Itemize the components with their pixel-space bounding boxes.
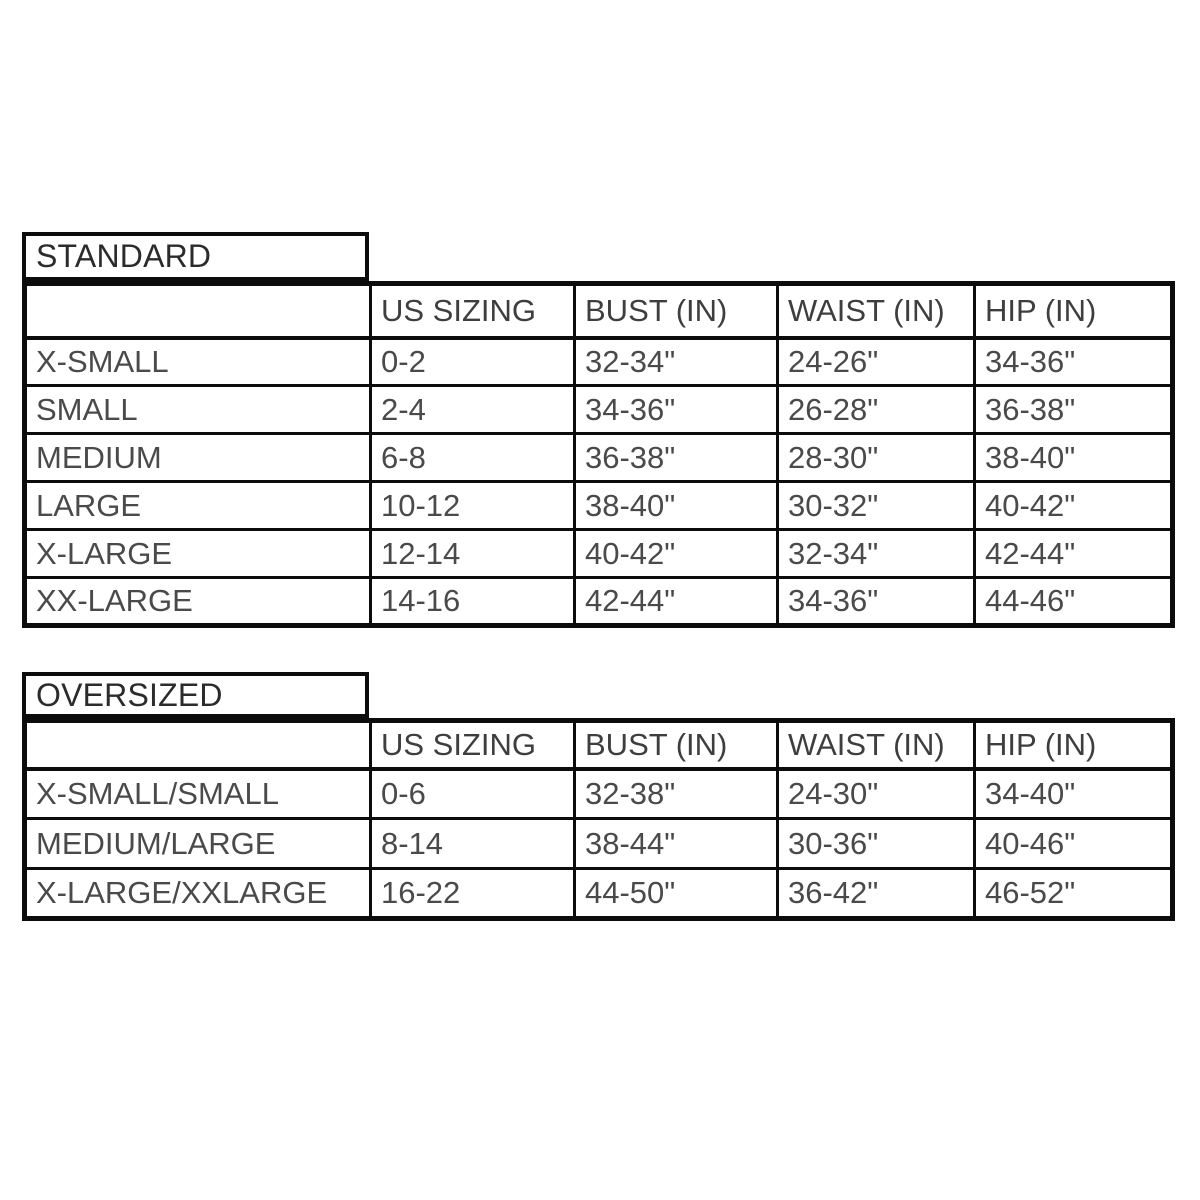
header-cell-hip: HIP (IN) bbox=[975, 284, 1173, 338]
size-label-cell: SMALL bbox=[25, 386, 371, 434]
bust-cell: 38-44" bbox=[575, 819, 778, 869]
header-cell-us-sizing: US SIZING bbox=[371, 284, 575, 338]
size-label-cell: XX-LARGE bbox=[25, 578, 371, 626]
table-row bbox=[25, 819, 1173, 869]
table-row bbox=[25, 578, 1173, 626]
table-row bbox=[25, 869, 1173, 919]
standard-title: STANDARD bbox=[36, 238, 212, 274]
size-label-cell: X-LARGE bbox=[25, 530, 371, 578]
us-sizing-cell: 14-16 bbox=[371, 578, 575, 626]
size-label-cell: X-SMALL/SMALL bbox=[25, 769, 371, 819]
hip-cell: 42-44" bbox=[975, 530, 1173, 578]
header-cell-empty bbox=[25, 284, 371, 338]
size-label-cell: MEDIUM/LARGE bbox=[25, 819, 371, 869]
waist-cell: 36-42" bbox=[778, 869, 975, 919]
waist-cell: 30-36" bbox=[778, 819, 975, 869]
bust-cell: 40-42" bbox=[575, 530, 778, 578]
header-cell-hip: HIP (IN) bbox=[975, 721, 1173, 769]
size-label-cell: MEDIUM bbox=[25, 434, 371, 482]
oversized-header-row bbox=[25, 721, 1173, 769]
hip-cell: 44-46" bbox=[975, 578, 1173, 626]
header-cell-bust: BUST (IN) bbox=[575, 284, 778, 338]
table-row bbox=[25, 482, 1173, 530]
waist-cell: 30-32" bbox=[778, 482, 975, 530]
oversized-title: OVERSIZED bbox=[36, 676, 223, 713]
oversized-title-box bbox=[22, 672, 369, 718]
header-cell-bust: BUST (IN) bbox=[575, 721, 778, 769]
us-sizing-cell: 6-8 bbox=[371, 434, 575, 482]
table-row bbox=[25, 338, 1173, 386]
bust-cell: 44-50" bbox=[575, 869, 778, 919]
waist-cell: 24-30" bbox=[778, 769, 975, 819]
standard-section bbox=[22, 232, 1170, 628]
waist-cell: 28-30" bbox=[778, 434, 975, 482]
waist-cell: 26-28" bbox=[778, 386, 975, 434]
bust-cell: 36-38" bbox=[575, 434, 778, 482]
hip-cell: 46-52" bbox=[975, 869, 1173, 919]
bust-cell: 32-38" bbox=[575, 769, 778, 819]
us-sizing-cell: 10-12 bbox=[371, 482, 575, 530]
standard-title-box bbox=[22, 232, 369, 281]
us-sizing-cell: 8-14 bbox=[371, 819, 575, 869]
us-sizing-cell: 2-4 bbox=[371, 386, 575, 434]
bust-cell: 34-36" bbox=[575, 386, 778, 434]
hip-cell: 40-46" bbox=[975, 819, 1173, 869]
bust-cell: 32-34" bbox=[575, 338, 778, 386]
oversized-size-table bbox=[22, 718, 1175, 921]
table-row bbox=[25, 386, 1173, 434]
header-cell-empty bbox=[25, 721, 371, 769]
table-row bbox=[25, 530, 1173, 578]
header-cell-us-sizing: US SIZING bbox=[371, 721, 575, 769]
standard-header-row bbox=[25, 284, 1173, 338]
bust-cell: 38-40" bbox=[575, 482, 778, 530]
table-row bbox=[25, 769, 1173, 819]
hip-cell: 34-40" bbox=[975, 769, 1173, 819]
table-row bbox=[25, 434, 1173, 482]
oversized-section bbox=[22, 672, 1170, 921]
us-sizing-cell: 12-14 bbox=[371, 530, 575, 578]
us-sizing-cell: 16-22 bbox=[371, 869, 575, 919]
waist-cell: 24-26" bbox=[778, 338, 975, 386]
waist-cell: 34-36" bbox=[778, 578, 975, 626]
bust-cell: 42-44" bbox=[575, 578, 778, 626]
size-label-cell: LARGE bbox=[25, 482, 371, 530]
us-sizing-cell: 0-2 bbox=[371, 338, 575, 386]
hip-cell: 34-36" bbox=[975, 338, 1173, 386]
hip-cell: 38-40" bbox=[975, 434, 1173, 482]
hip-cell: 40-42" bbox=[975, 482, 1173, 530]
waist-cell: 32-34" bbox=[778, 530, 975, 578]
hip-cell: 36-38" bbox=[975, 386, 1173, 434]
standard-size-table bbox=[22, 281, 1175, 628]
size-label-cell: X-LARGE/XXLARGE bbox=[25, 869, 371, 919]
us-sizing-cell: 0-6 bbox=[371, 769, 575, 819]
header-cell-waist: WAIST (IN) bbox=[778, 721, 975, 769]
header-cell-waist: WAIST (IN) bbox=[778, 284, 975, 338]
size-label-cell: X-SMALL bbox=[25, 338, 371, 386]
